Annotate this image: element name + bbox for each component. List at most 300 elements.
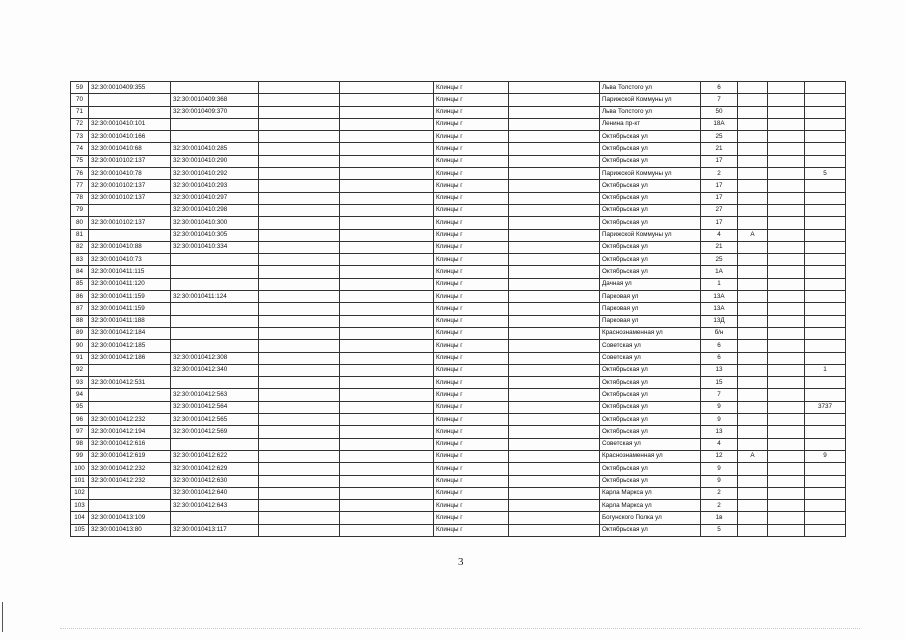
city-cell: Клинцы г — [434, 131, 509, 143]
blank-cell — [259, 180, 340, 192]
building-letter-cell — [738, 315, 768, 327]
blank-cell — [768, 364, 805, 376]
row-number-cell: 70 — [71, 94, 89, 106]
blank-cell — [509, 241, 600, 253]
blank-cell — [340, 241, 434, 253]
blank-cell — [340, 192, 434, 204]
building-letter-cell — [738, 168, 768, 180]
row-number-cell: 78 — [71, 192, 89, 204]
street-cell: Льва Толстого ул — [600, 82, 701, 94]
street-cell: Октябрьская ул — [600, 131, 701, 143]
building-cadastral-number-cell: 32:30:0010410:293 — [171, 180, 259, 192]
row-number-cell: 73 — [71, 131, 89, 143]
building-cadastral-number-cell: 32:30:0010410:300 — [171, 217, 259, 229]
city-cell: Клинцы г — [434, 82, 509, 94]
blank-cell — [259, 241, 340, 253]
apartment-cell — [805, 475, 846, 487]
blank-cell — [259, 438, 340, 450]
blank-cell — [340, 168, 434, 180]
building-letter-cell — [738, 401, 768, 413]
apartment-cell — [805, 155, 846, 167]
blank-cell — [768, 131, 805, 143]
street-cell: Октябрьская ул — [600, 204, 701, 216]
blank-cell — [509, 364, 600, 376]
building-cadastral-number-cell: 32:30:0010412:340 — [171, 364, 259, 376]
blank-cell — [768, 475, 805, 487]
blank-cell — [768, 155, 805, 167]
house-number-cell: 17 — [701, 180, 738, 192]
city-cell: Клинцы г — [434, 414, 509, 426]
street-cell: Октябрьская ул — [600, 414, 701, 426]
building-cadastral-number-cell: 32:30:0010412:565 — [171, 414, 259, 426]
house-number-cell: б/н — [701, 327, 738, 339]
blank-cell — [259, 168, 340, 180]
building-letter-cell — [738, 106, 768, 118]
city-cell: Клинцы г — [434, 487, 509, 499]
row-number-cell: 81 — [71, 229, 89, 241]
city-cell: Клинцы г — [434, 118, 509, 130]
building-letter-cell: А — [738, 450, 768, 462]
cadastral-number-cell — [89, 229, 171, 241]
cadastral-number-cell: 32:30:0010102:137 — [89, 155, 171, 167]
house-number-cell: 15 — [701, 377, 738, 389]
street-cell: Богунского Полка ул — [600, 512, 701, 524]
blank-cell — [768, 143, 805, 155]
cadastral-number-cell — [89, 500, 171, 512]
house-number-cell: 7 — [701, 389, 738, 401]
street-cell: Советская ул — [600, 352, 701, 364]
street-cell: Краснознаменная ул — [600, 327, 701, 339]
building-cadastral-number-cell: 32:30:0010410:298 — [171, 204, 259, 216]
table-row — [71, 131, 846, 143]
blank-cell — [509, 303, 600, 315]
city-cell: Клинцы г — [434, 155, 509, 167]
blank-cell — [259, 131, 340, 143]
city-cell: Клинцы г — [434, 512, 509, 524]
apartment-cell — [805, 500, 846, 512]
row-number-cell: 89 — [71, 327, 89, 339]
blank-cell — [340, 475, 434, 487]
blank-cell — [340, 118, 434, 130]
apartment-cell — [805, 524, 846, 536]
blank-cell — [259, 204, 340, 216]
city-cell: Клинцы г — [434, 377, 509, 389]
row-number-cell: 90 — [71, 340, 89, 352]
table-row — [71, 426, 846, 438]
blank-cell — [768, 229, 805, 241]
blank-cell — [768, 94, 805, 106]
city-cell: Клинцы г — [434, 266, 509, 278]
blank-cell — [509, 143, 600, 155]
blank-cell — [340, 500, 434, 512]
blank-cell — [768, 340, 805, 352]
city-cell: Клинцы г — [434, 192, 509, 204]
table-row — [71, 512, 846, 524]
house-number-cell: 1 — [701, 278, 738, 290]
row-number-cell: 95 — [71, 401, 89, 413]
cadastral-number-cell: 32:30:0010411:120 — [89, 278, 171, 290]
table-row — [71, 463, 846, 475]
blank-cell — [509, 340, 600, 352]
apartment-cell — [805, 340, 846, 352]
cadastral-number-cell: 32:30:0010410:88 — [89, 241, 171, 253]
street-cell: Октябрьская ул — [600, 155, 701, 167]
building-cadastral-number-cell — [171, 327, 259, 339]
table-row — [71, 352, 846, 364]
city-cell: Клинцы г — [434, 438, 509, 450]
building-letter-cell — [738, 327, 768, 339]
street-cell: Краснознаменная ул — [600, 450, 701, 462]
row-number-cell: 83 — [71, 254, 89, 266]
street-cell: Октябрьская ул — [600, 426, 701, 438]
row-number-cell: 104 — [71, 512, 89, 524]
building-cadastral-number-cell — [171, 512, 259, 524]
table-row — [71, 315, 846, 327]
row-number-cell: 82 — [71, 241, 89, 253]
table-row — [71, 414, 846, 426]
row-number-cell: 72 — [71, 118, 89, 130]
blank-cell — [509, 426, 600, 438]
row-number-cell: 92 — [71, 364, 89, 376]
cadastral-number-cell: 32:30:0010411:188 — [89, 315, 171, 327]
street-cell: Октябрьская ул — [600, 475, 701, 487]
cadastral-number-cell: 32:30:0010410:166 — [89, 131, 171, 143]
blank-cell — [768, 217, 805, 229]
blank-cell — [340, 463, 434, 475]
building-letter-cell — [738, 254, 768, 266]
table-row — [71, 82, 846, 94]
building-letter-cell — [738, 204, 768, 216]
street-cell: Октябрьская ул — [600, 180, 701, 192]
building-letter-cell — [738, 303, 768, 315]
apartment-cell — [805, 352, 846, 364]
city-cell: Клинцы г — [434, 364, 509, 376]
row-number-cell: 101 — [71, 475, 89, 487]
blank-cell — [768, 241, 805, 253]
apartment-cell — [805, 131, 846, 143]
cadastral-number-cell: 32:30:0010102:137 — [89, 192, 171, 204]
building-letter-cell — [738, 278, 768, 290]
city-cell: Клинцы г — [434, 303, 509, 315]
table-row — [71, 180, 846, 192]
street-cell: Парижской Коммуны ул — [600, 168, 701, 180]
apartment-cell — [805, 82, 846, 94]
blank-cell — [768, 463, 805, 475]
city-cell: Клинцы г — [434, 401, 509, 413]
row-number-cell: 96 — [71, 414, 89, 426]
apartment-cell — [805, 217, 846, 229]
blank-cell — [259, 315, 340, 327]
street-cell: Советская ул — [600, 438, 701, 450]
city-cell: Клинцы г — [434, 254, 509, 266]
table-row — [71, 364, 846, 376]
house-number-cell: 17 — [701, 217, 738, 229]
cadastral-number-cell: 32:30:0010411:159 — [89, 291, 171, 303]
apartment-cell: 9 — [805, 450, 846, 462]
blank-cell — [259, 414, 340, 426]
city-cell: Клинцы г — [434, 450, 509, 462]
blank-cell — [259, 266, 340, 278]
cadastral-number-cell: 32:30:0010102:137 — [89, 180, 171, 192]
blank-cell — [768, 450, 805, 462]
apartment-cell — [805, 180, 846, 192]
building-letter-cell — [738, 291, 768, 303]
cadastral-number-cell: 32:30:0010412:185 — [89, 340, 171, 352]
house-number-cell: 5 — [701, 524, 738, 536]
blank-cell — [768, 278, 805, 290]
building-cadastral-number-cell: 32:30:0010412:629 — [171, 463, 259, 475]
house-number-cell: 7 — [701, 94, 738, 106]
blank-cell — [509, 389, 600, 401]
row-number-cell: 88 — [71, 315, 89, 327]
blank-cell — [340, 204, 434, 216]
cadastral-number-cell: 32:30:0010411:115 — [89, 266, 171, 278]
building-letter-cell — [738, 180, 768, 192]
cadastral-number-cell: 32:30:0010412:232 — [89, 475, 171, 487]
blank-cell — [340, 131, 434, 143]
row-number-cell: 93 — [71, 377, 89, 389]
blank-cell — [340, 327, 434, 339]
city-cell: Клинцы г — [434, 389, 509, 401]
apartment-cell: 5 — [805, 168, 846, 180]
building-letter-cell — [738, 118, 768, 130]
street-cell: Октябрьская ул — [600, 217, 701, 229]
street-cell: Парижской Коммуны ул — [600, 229, 701, 241]
house-number-cell: 25 — [701, 131, 738, 143]
building-letter-cell — [738, 352, 768, 364]
table-row — [71, 94, 846, 106]
house-number-cell: 9 — [701, 463, 738, 475]
scan-edge-mark — [2, 602, 3, 632]
blank-cell — [259, 303, 340, 315]
building-cadastral-number-cell — [171, 82, 259, 94]
cadastral-number-cell: 32:30:0010410:101 — [89, 118, 171, 130]
blank-cell — [509, 155, 600, 167]
house-number-cell: 17 — [701, 192, 738, 204]
building-cadastral-number-cell: 32:30:0010409:368 — [171, 94, 259, 106]
blank-cell — [259, 401, 340, 413]
row-number-cell: 103 — [71, 500, 89, 512]
cadastral-number-cell: 32:30:0010412:232 — [89, 414, 171, 426]
building-cadastral-number-cell: 32:30:0010409:370 — [171, 106, 259, 118]
street-cell: Октябрьская ул — [600, 254, 701, 266]
row-number-cell: 98 — [71, 438, 89, 450]
blank-cell — [259, 463, 340, 475]
blank-cell — [509, 512, 600, 524]
building-letter-cell — [738, 192, 768, 204]
street-cell: Октябрьская ул — [600, 192, 701, 204]
house-number-cell: 13 — [701, 426, 738, 438]
city-cell: Клинцы г — [434, 143, 509, 155]
blank-cell — [509, 192, 600, 204]
cadastral-number-cell: 32:30:0010412:616 — [89, 438, 171, 450]
blank-cell — [768, 500, 805, 512]
cadastral-number-cell: 32:30:0010412:184 — [89, 327, 171, 339]
blank-cell — [768, 426, 805, 438]
blank-cell — [768, 303, 805, 315]
row-number-cell: 75 — [71, 155, 89, 167]
blank-cell — [340, 389, 434, 401]
table-row — [71, 438, 846, 450]
table-row — [71, 500, 846, 512]
blank-cell — [768, 266, 805, 278]
house-number-cell: 13Д — [701, 315, 738, 327]
table-row — [71, 524, 846, 536]
building-cadastral-number-cell — [171, 340, 259, 352]
blank-cell — [259, 450, 340, 462]
street-cell: Карла Маркса ул — [600, 500, 701, 512]
blank-cell — [259, 327, 340, 339]
row-number-cell: 80 — [71, 217, 89, 229]
blank-cell — [768, 487, 805, 499]
blank-cell — [768, 315, 805, 327]
cadastral-number-cell: 32:30:0010412:619 — [89, 450, 171, 462]
blank-cell — [340, 254, 434, 266]
building-cadastral-number-cell — [171, 118, 259, 130]
blank-cell — [509, 106, 600, 118]
apartment-cell — [805, 389, 846, 401]
building-cadastral-number-cell: 32:30:0010410:285 — [171, 143, 259, 155]
table-row — [71, 168, 846, 180]
blank-cell — [259, 229, 340, 241]
cadastral-number-cell: 32:30:0010102:137 — [89, 217, 171, 229]
building-letter-cell — [738, 475, 768, 487]
row-number-cell: 74 — [71, 143, 89, 155]
blank-cell — [259, 500, 340, 512]
building-letter-cell — [738, 487, 768, 499]
blank-cell — [509, 291, 600, 303]
city-cell: Клинцы г — [434, 340, 509, 352]
row-number-cell: 85 — [71, 278, 89, 290]
row-number-cell: 71 — [71, 106, 89, 118]
row-number-cell: 97 — [71, 426, 89, 438]
city-cell: Клинцы г — [434, 229, 509, 241]
table-row — [71, 327, 846, 339]
blank-cell — [340, 487, 434, 499]
building-cadastral-number-cell — [171, 377, 259, 389]
apartment-cell — [805, 204, 846, 216]
blank-cell — [340, 155, 434, 167]
cadastral-number-cell: 32:30:0010410:78 — [89, 168, 171, 180]
house-number-cell: 13А — [701, 303, 738, 315]
house-number-cell: 17 — [701, 155, 738, 167]
building-letter-cell — [738, 389, 768, 401]
apartment-cell — [805, 438, 846, 450]
table-row — [71, 401, 846, 413]
page-number: 3 — [458, 556, 464, 568]
blank-cell — [509, 266, 600, 278]
blank-cell — [509, 524, 600, 536]
blank-cell — [768, 82, 805, 94]
blank-cell — [768, 414, 805, 426]
blank-cell — [340, 94, 434, 106]
blank-cell — [259, 82, 340, 94]
table-row — [71, 106, 846, 118]
blank-cell — [509, 131, 600, 143]
blank-cell — [259, 389, 340, 401]
apartment-cell — [805, 229, 846, 241]
city-cell: Клинцы г — [434, 180, 509, 192]
city-cell: Клинцы г — [434, 94, 509, 106]
blank-cell — [768, 106, 805, 118]
blank-cell — [509, 487, 600, 499]
blank-cell — [509, 254, 600, 266]
blank-cell — [259, 524, 340, 536]
blank-cell — [509, 475, 600, 487]
blank-cell — [340, 438, 434, 450]
blank-cell — [340, 303, 434, 315]
street-cell: Льва Толстого ул — [600, 106, 701, 118]
cadastral-number-cell: 32:30:0010411:159 — [89, 303, 171, 315]
blank-cell — [340, 512, 434, 524]
building-cadastral-number-cell — [171, 315, 259, 327]
apartment-cell — [805, 241, 846, 253]
cadastral-number-cell: 32:30:0010412:232 — [89, 463, 171, 475]
city-cell: Клинцы г — [434, 204, 509, 216]
apartment-cell: 3737 — [805, 401, 846, 413]
city-cell: Клинцы г — [434, 426, 509, 438]
city-cell: Клинцы г — [434, 352, 509, 364]
apartment-cell — [805, 266, 846, 278]
city-cell: Клинцы г — [434, 500, 509, 512]
city-cell: Клинцы г — [434, 168, 509, 180]
blank-cell — [340, 291, 434, 303]
cadastral-number-cell — [89, 364, 171, 376]
house-number-cell: 9 — [701, 414, 738, 426]
apartment-cell — [805, 463, 846, 475]
cadastral-number-cell: 32:30:0010412:186 — [89, 352, 171, 364]
building-cadastral-number-cell: 32:30:0010411:124 — [171, 291, 259, 303]
blank-cell — [768, 291, 805, 303]
blank-cell — [259, 155, 340, 167]
blank-cell — [259, 426, 340, 438]
table-row — [71, 204, 846, 216]
building-cadastral-number-cell — [171, 278, 259, 290]
apartment-cell — [805, 291, 846, 303]
blank-cell — [259, 352, 340, 364]
cadastral-number-cell: 32:30:0010413:109 — [89, 512, 171, 524]
blank-cell — [509, 327, 600, 339]
table-row — [71, 340, 846, 352]
row-number-cell: 59 — [71, 82, 89, 94]
table-row — [71, 487, 846, 499]
table-row — [71, 303, 846, 315]
street-cell: Советская ул — [600, 340, 701, 352]
blank-cell — [340, 106, 434, 118]
table-row — [71, 278, 846, 290]
street-cell: Октябрьская ул — [600, 143, 701, 155]
register-table — [70, 81, 846, 537]
cadastral-number-cell — [89, 389, 171, 401]
blank-cell — [340, 143, 434, 155]
blank-cell — [509, 414, 600, 426]
city-cell: Клинцы г — [434, 475, 509, 487]
blank-cell — [259, 118, 340, 130]
street-cell: Октябрьская ул — [600, 524, 701, 536]
city-cell: Клинцы г — [434, 278, 509, 290]
building-letter-cell — [738, 463, 768, 475]
house-number-cell: 2 — [701, 500, 738, 512]
street-cell: Октябрьская ул — [600, 241, 701, 253]
house-number-cell: 21 — [701, 241, 738, 253]
house-number-cell: 13 — [701, 364, 738, 376]
blank-cell — [509, 180, 600, 192]
blank-cell — [768, 118, 805, 130]
blank-cell — [509, 204, 600, 216]
blank-cell — [340, 229, 434, 241]
building-cadastral-number-cell: 32:30:0010412:643 — [171, 500, 259, 512]
row-number-cell: 86 — [71, 291, 89, 303]
